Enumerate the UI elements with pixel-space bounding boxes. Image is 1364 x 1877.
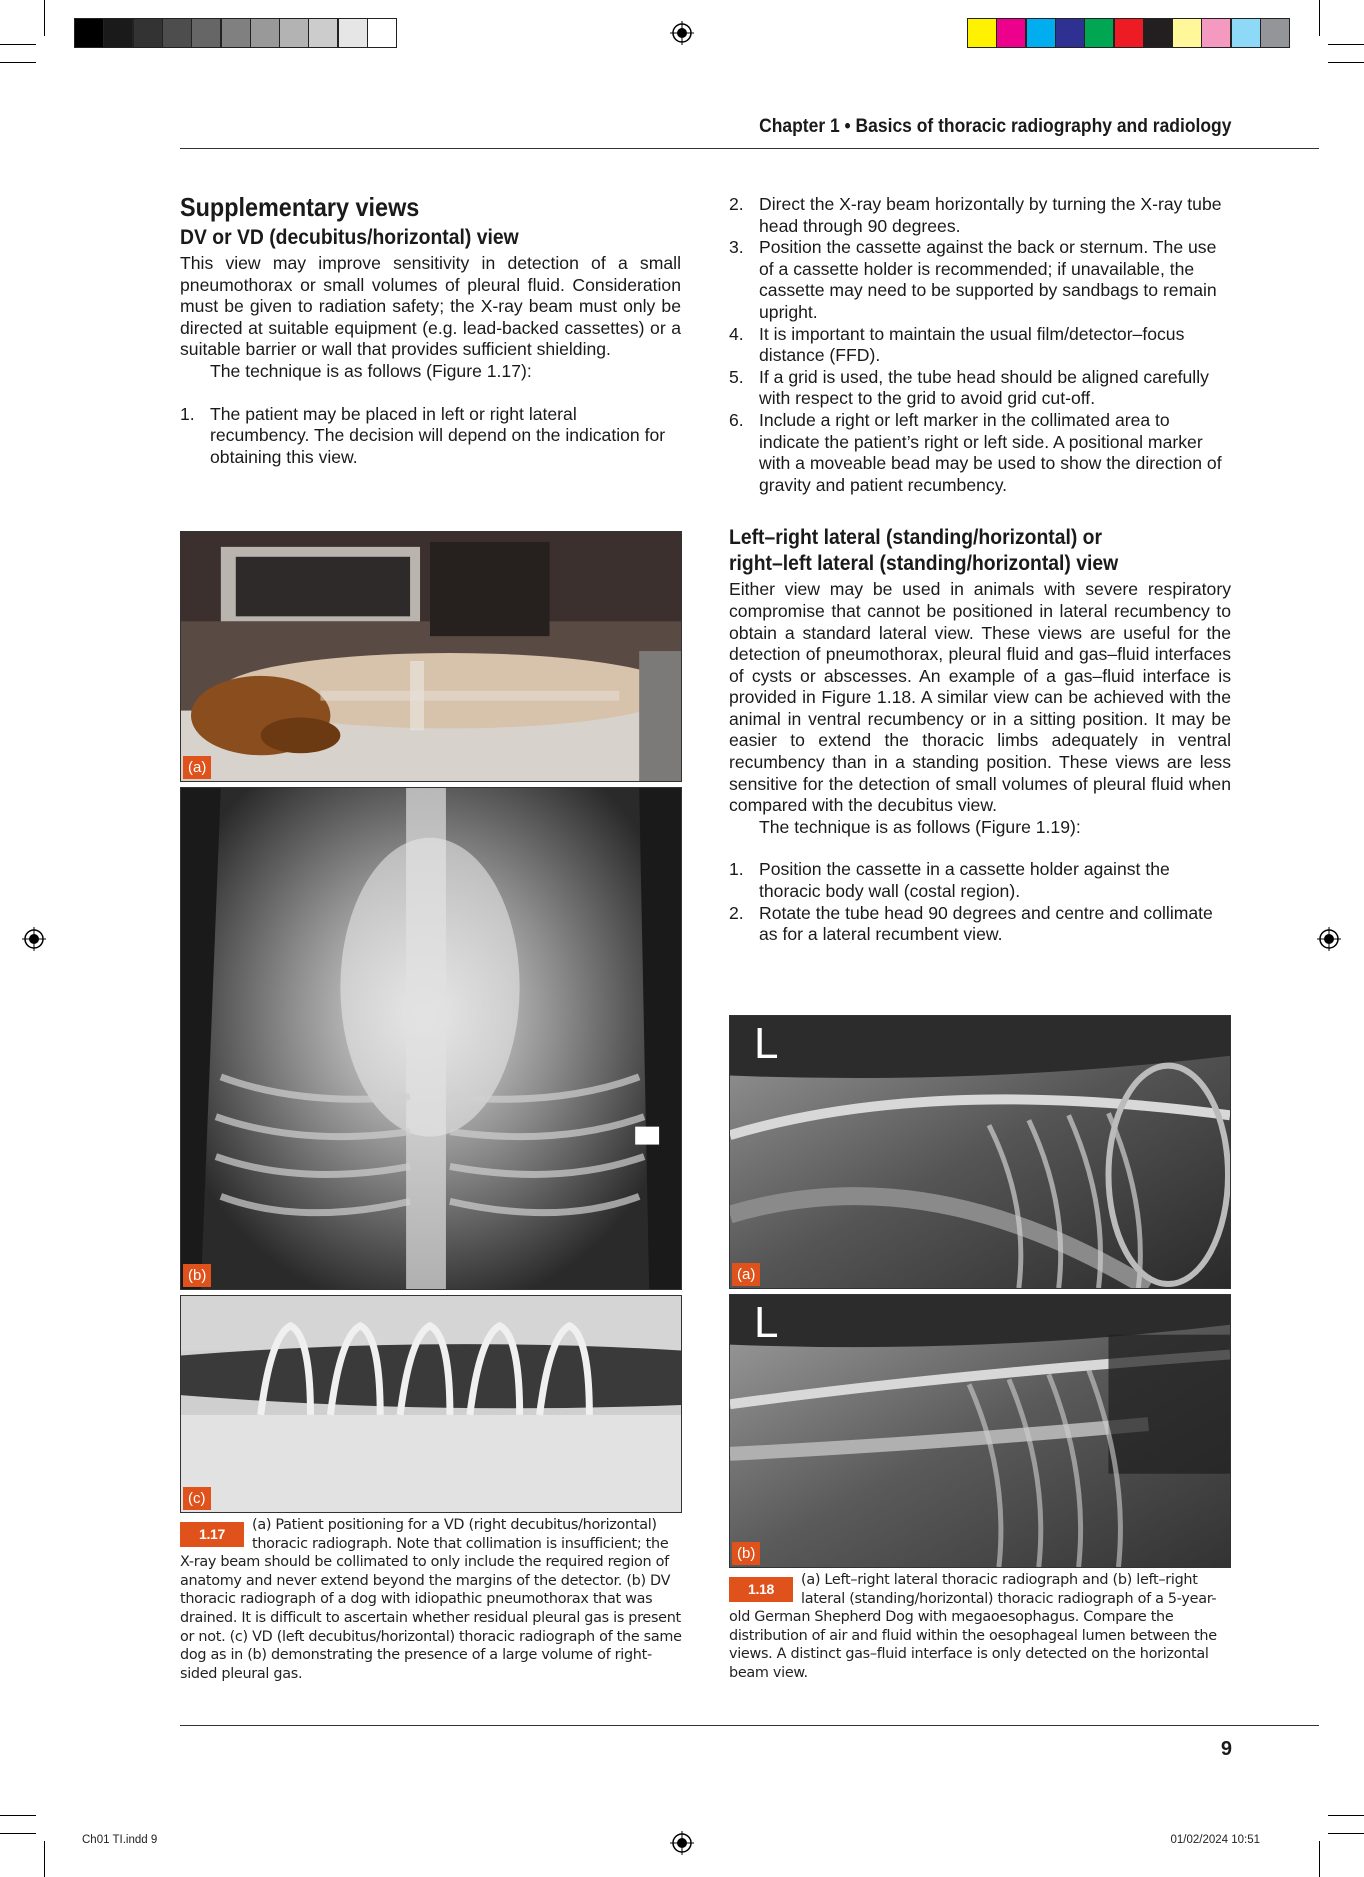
file-slug: Ch01 TI.indd 9: [82, 1834, 158, 1846]
subsection-title: Left–right lateral (standing/horizontal) or right–left lateral (standing/horizontal) view: [729, 525, 1119, 576]
calibration-swatch: [1143, 18, 1173, 48]
left-column: [180, 192, 681, 468]
figure-1-18a-radiograph: [729, 1015, 1231, 1289]
registration-mark-icon: [1317, 927, 1341, 951]
calibration-swatch: [103, 18, 133, 48]
figure-caption: 1.17 (a) Patient positioning for a VD (right decubitus/horizontal) thoracic radiograph. Note that collimation is insufficient; the X-ray beam should be collimated to only include the required region of anatomy and never extend beyond the margins of the detector. (b) DV thoracic radiograph of a dog with idiopathic pneumothorax that was drained. It is difficult to ascertain whether residual pleural gas is present or not. (c) VD (left decubitus/horizontal) thoracic radiograph of the same dog as in (b) demonstrating the presence of a large volume of right-sided pleural gas.: [180, 1517, 682, 1682]
body-paragraph: This view may improve sensitivity in detection of a small pneumothorax or small volumes of pleural fluid. Consideration must be given to radiation safety; the X-ray beam must only be directed at suitable equipment (e.g. lead-backed cassettes) or a suitable barrier or wall that provides sufficient shielding.: [180, 253, 681, 360]
page-number: 9: [1220, 1738, 1232, 1760]
technique-list: [729, 859, 1231, 945]
crop-mark: [1319, 1841, 1320, 1877]
footer-rule: [180, 1725, 1319, 1726]
right-column: [729, 194, 1231, 946]
crop-mark: [1319, 0, 1320, 36]
list-item: 1. The patient may be placed in left or right lateral recumbency. The decision will depend on the indication for obtaining this view.: [180, 403, 666, 467]
body-paragraph: Either view may be used in animals with severe respiratory compromise that cannot be positioned in lateral recumbency to obtain a standard lateral view. These views are useful for the detection of pneumothorax, pleural fluid and gas–fluid interfaces of cysts or abscesses. An example of a gas–fluid interface is provided in Figure 1.18. A similar view can be achieved with the animal in ventral recumbency or in a sitting position. It may be easier to extend the thoracic limbs adequately in ventral recumbency than in a standing position. These views are less sensitive for the detection of small volumes of pleural fluid when compared with the decubitus view.: [729, 579, 1231, 816]
figure-caption: 1.18 (a) Left–right lateral thoracic radiograph and (b) left–right lateral (standing/horizontal) thoracic radiograph of a 5-year-old German Shepherd Dog with megaoesophagus. Compare the distribution of air and fluid within the oesophageal lumen between the views. A distinct gas–fluid interface is only detected on the horizontal beam view.: [729, 1572, 1217, 1681]
registration-mark-icon: [22, 927, 46, 951]
calibration-swatch: [221, 18, 251, 48]
figure-1-17a-photo: [180, 531, 682, 782]
calibration-swatch: [1201, 18, 1231, 48]
crop-mark: [1328, 44, 1364, 45]
list-item: 2. Rotate the tube head 90 degrees and centre and collimate as for a lateral recumbent view.: [729, 902, 1213, 945]
figure-1-17c-radiograph: [180, 1295, 682, 1513]
list-item: 1. Position the cassette in a cassette holder against the thoracic body wall (costal region).: [729, 859, 1170, 902]
figure-1-18b-radiograph: [729, 1294, 1231, 1568]
technique-list: [180, 404, 681, 469]
registration-mark-icon: [670, 1831, 694, 1855]
calibration-swatch: [1231, 18, 1261, 48]
panel-label: (b): [183, 1264, 211, 1287]
figure-number-badge: 1.17: [180, 1522, 244, 1547]
calibration-swatch: [1055, 18, 1085, 48]
subsection-title: DV or VD (decubitus/horizontal) view: [180, 225, 519, 249]
calibration-swatch: [191, 18, 221, 48]
date-slug: 01/02/2024 10:51: [1170, 1834, 1260, 1846]
technique-list: [729, 194, 1231, 496]
crop-mark: [1328, 1815, 1364, 1816]
list-item: 3. Position the cassette against the back or sternum. The use of a cassette holder is recommended; if unavailable, the cassette may need to be supported by sandbags to remain upright.: [729, 237, 1217, 322]
calibration-swatch: [162, 18, 192, 48]
crop-mark: [44, 1841, 45, 1877]
list-item: 4. It is important to maintain the usual film/detector–focus distance (FFD).: [729, 323, 1185, 366]
panel-label: (b): [732, 1542, 760, 1565]
calibration-swatch: [1084, 18, 1114, 48]
list-item: 6. Include a right or left marker in the collimated area to indicate the patient’s right or left side. A positional marker with a moveable bead may be used to show the direction of gravity and patient recumbency.: [729, 409, 1222, 495]
crop-mark: [0, 1815, 36, 1816]
crop-mark: [44, 0, 45, 36]
calibration-swatch: [367, 18, 397, 48]
calibration-swatch: [1114, 18, 1144, 48]
calibration-swatch: [1172, 18, 1202, 48]
crop-mark: [1328, 62, 1364, 63]
calibration-swatch: [279, 18, 309, 48]
crop-mark: [0, 62, 36, 63]
chapter-running-head: Chapter 1 • Basics of thoracic radiography and radiology: [758, 116, 1231, 137]
figure-number-badge: 1.18: [729, 1577, 793, 1602]
calibration-swatch: [967, 18, 997, 48]
calibration-swatch: [74, 18, 104, 48]
body-paragraph: The technique is as follows (Figure 1.17):: [210, 360, 532, 381]
calibration-swatch: [1026, 18, 1056, 48]
calibration-swatch: [133, 18, 163, 48]
panel-label: (c): [183, 1487, 211, 1510]
list-item: 5. If a grid is used, the tube head should be aligned carefully with respect to the grid to avoid grid cut-off.: [729, 366, 1209, 409]
header-rule: [180, 148, 1319, 149]
lateral-marker-label: L: [754, 1298, 779, 1347]
crop-mark: [0, 1833, 36, 1834]
registration-mark-icon: [670, 21, 694, 45]
lateral-marker-label: L: [754, 1019, 779, 1068]
list-item: 2. Direct the X-ray beam horizontally by turning the X-ray tube head through 90 degrees.: [729, 194, 1222, 236]
calibration-swatch: [338, 18, 368, 48]
figure-1-17b-radiograph: [180, 787, 682, 1290]
calibration-swatch: [308, 18, 338, 48]
body-paragraph: The technique is as follows (Figure 1.19):: [759, 816, 1081, 837]
crop-mark: [0, 44, 36, 45]
calibration-swatch: [1260, 18, 1290, 48]
panel-label: (a): [732, 1263, 760, 1286]
calibration-swatch: [996, 18, 1026, 48]
section-title: Supplementary views: [180, 192, 420, 222]
panel-label: (a): [183, 756, 211, 779]
crop-mark: [1328, 1833, 1364, 1834]
calibration-swatch: [250, 18, 280, 48]
